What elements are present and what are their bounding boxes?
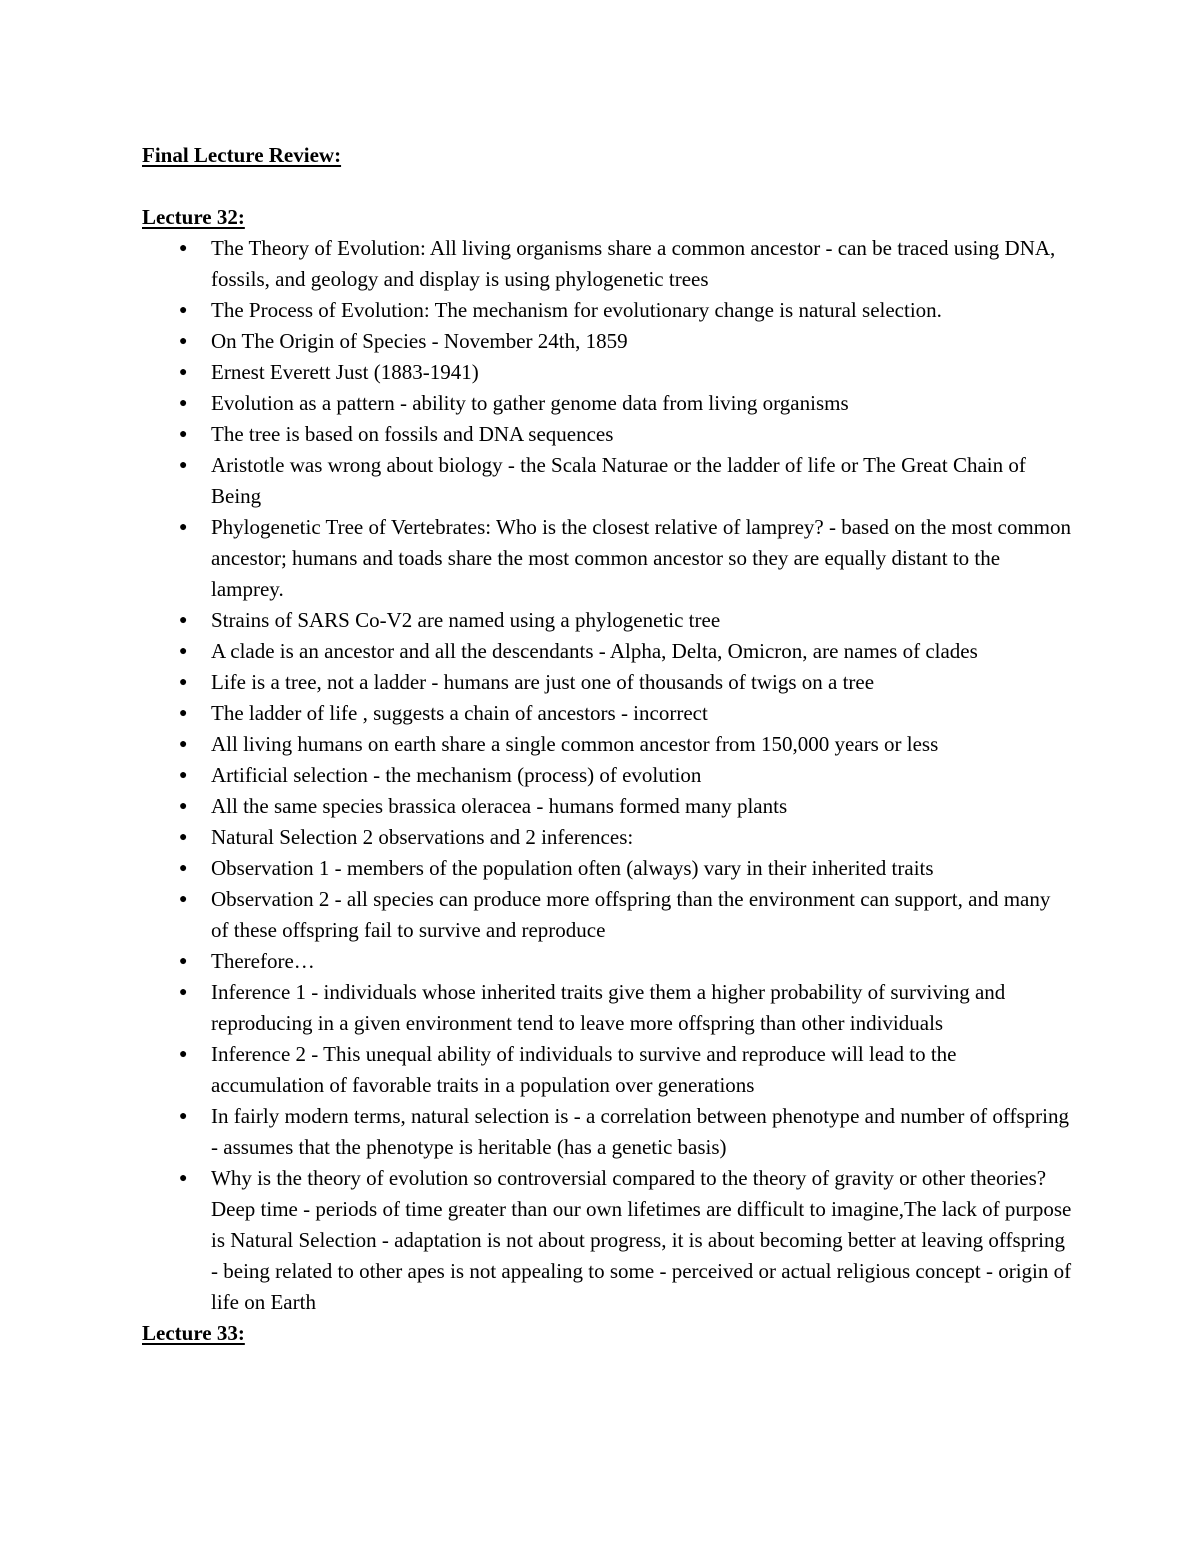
list-item [142,760,1072,791]
list-item [142,326,1072,357]
list-item [142,698,1072,729]
bullet-icon: ● [179,675,188,690]
list-item [142,729,1072,760]
bullet-icon: ● [179,830,188,845]
list-item-text: Evolution as a pattern - ability to gather genome data from living organisms [211,391,849,415]
list-item-text: Therefore… [211,949,315,973]
list-item-text: Life is a tree, not a ladder - humans are just one of thousands of twigs on a tree [211,670,875,694]
list-item [142,1039,1072,1101]
list-item-text: Observation 1 - members of the population often (always) vary in their inherited traits [211,856,934,880]
list-item-text: Strains of SARS Co-V2 are named using a phylogenetic tree [211,608,721,632]
section-heading: Lecture 32: [142,205,245,229]
list-item-text: In fairly modern terms, natural selection is - a correlation between phenotype and number of offspring - assumes that the phenotype is heritable (has a genetic basis) [211,1104,1069,1159]
list-item [142,1101,1072,1163]
list-item [142,450,1072,512]
bullet-icon: ● [179,861,188,876]
list-item-text: The ladder of life , suggests a chain of ancestors - incorrect [211,701,708,725]
section-heading: Lecture 33: [142,1321,245,1345]
list-item [142,791,1072,822]
list-item [142,884,1072,946]
bullet-icon: ● [179,334,188,349]
list-item [142,946,1072,977]
bullet-icon: ● [179,427,188,442]
list-item-text: The tree is based on fossils and DNA sequences [211,422,614,446]
list-item-text: On The Origin of Species - November 24th, 1859 [211,329,628,353]
list-item [142,388,1072,419]
list-item [142,605,1072,636]
bullet-icon: ● [179,737,188,752]
list-item-text: The Theory of Evolution: All living organisms share a common ancestor - can be traced using DNA, fossils, and geology and display is using phylogenetic trees [211,236,1056,291]
list-item-text: Phylogenetic Tree of Vertebrates: Who is the closest relative of lamprey? - based on the most common ancestor; humans and toads share the most common ancestor so they are equally distant to the lamprey. [211,515,1072,601]
list-item-text: A clade is an ancestor and all the descendants - Alpha, Delta, Omicron, are names of clades [211,639,978,663]
bullet-icon: ● [179,1171,188,1186]
list-item [142,822,1072,853]
list-item [142,295,1072,326]
bullet-icon: ● [179,799,188,814]
list-item [142,357,1072,388]
list-item-text: Inference 2 - This unequal ability of individuals to survive and reproduce will lead to the accumulation of favorable traits in a population over generations [211,1042,957,1097]
list-item [142,1163,1072,1318]
bullet-icon: ● [179,365,188,380]
list-item [142,419,1072,450]
document-title: Final Lecture Review: [142,143,342,167]
list-item-text: Aristotle was wrong about biology - the Scala Naturae or the ladder of life or The Great Chain of Being [211,453,1026,508]
list-item-text: The Process of Evolution: The mechanism for evolutionary change is natural selection. [211,298,942,322]
bullet-icon: ● [179,1047,188,1062]
list-item-text: All the same species brassica oleracea - humans formed many plants [211,794,788,818]
bullet-list [142,233,1072,1318]
bullet-icon: ● [179,768,188,783]
document-body [142,140,1072,1349]
list-item [142,977,1072,1039]
bullet-icon: ● [179,520,188,535]
bullet-icon: ● [179,303,188,318]
bullet-icon: ● [179,892,188,907]
list-item [142,233,1072,295]
bullet-icon: ● [179,954,188,969]
bullet-icon: ● [179,241,188,256]
bullet-icon: ● [179,613,188,628]
bullet-icon: ● [179,396,188,411]
list-item-text: Natural Selection 2 observations and 2 inferences: [211,825,634,849]
list-item [142,636,1072,667]
list-item-text: Ernest Everett Just (1883-1941) [211,360,479,384]
bullet-icon: ● [179,706,188,721]
list-item-text: All living humans on earth share a single common ancestor from 150,000 years or less [211,732,939,756]
list-item-text: Artificial selection - the mechanism (process) of evolution [211,763,702,787]
list-item [142,853,1072,884]
bullet-icon: ● [179,1109,188,1124]
list-item [142,667,1072,698]
list-item-text: Inference 1 - individuals whose inherited traits give them a higher probability of surviving and reproducing in a given environment tend to leave more offspring than other individuals [211,980,1006,1035]
bullet-icon: ● [179,458,188,473]
list-item-text: Observation 2 - all species can produce more offspring than the environment can support, and many of these offspring fail to survive and reproduce [211,887,1051,942]
bullet-icon: ● [179,644,188,659]
list-item-text: Why is the theory of evolution so controversial compared to the theory of gravity or other theories? Deep time - periods of time greater than our own lifetimes are difficult to imagine,The lack of purpose is Natural Selection - adaptation is not about progress, it is about becoming better at leaving offspring - being related to other apes is not appealing to some - perceived or actual religious concept - origin of life on Earth [211,1166,1072,1314]
bullet-icon: ● [179,985,188,1000]
list-item [142,512,1072,605]
sections-container [142,202,1072,1349]
